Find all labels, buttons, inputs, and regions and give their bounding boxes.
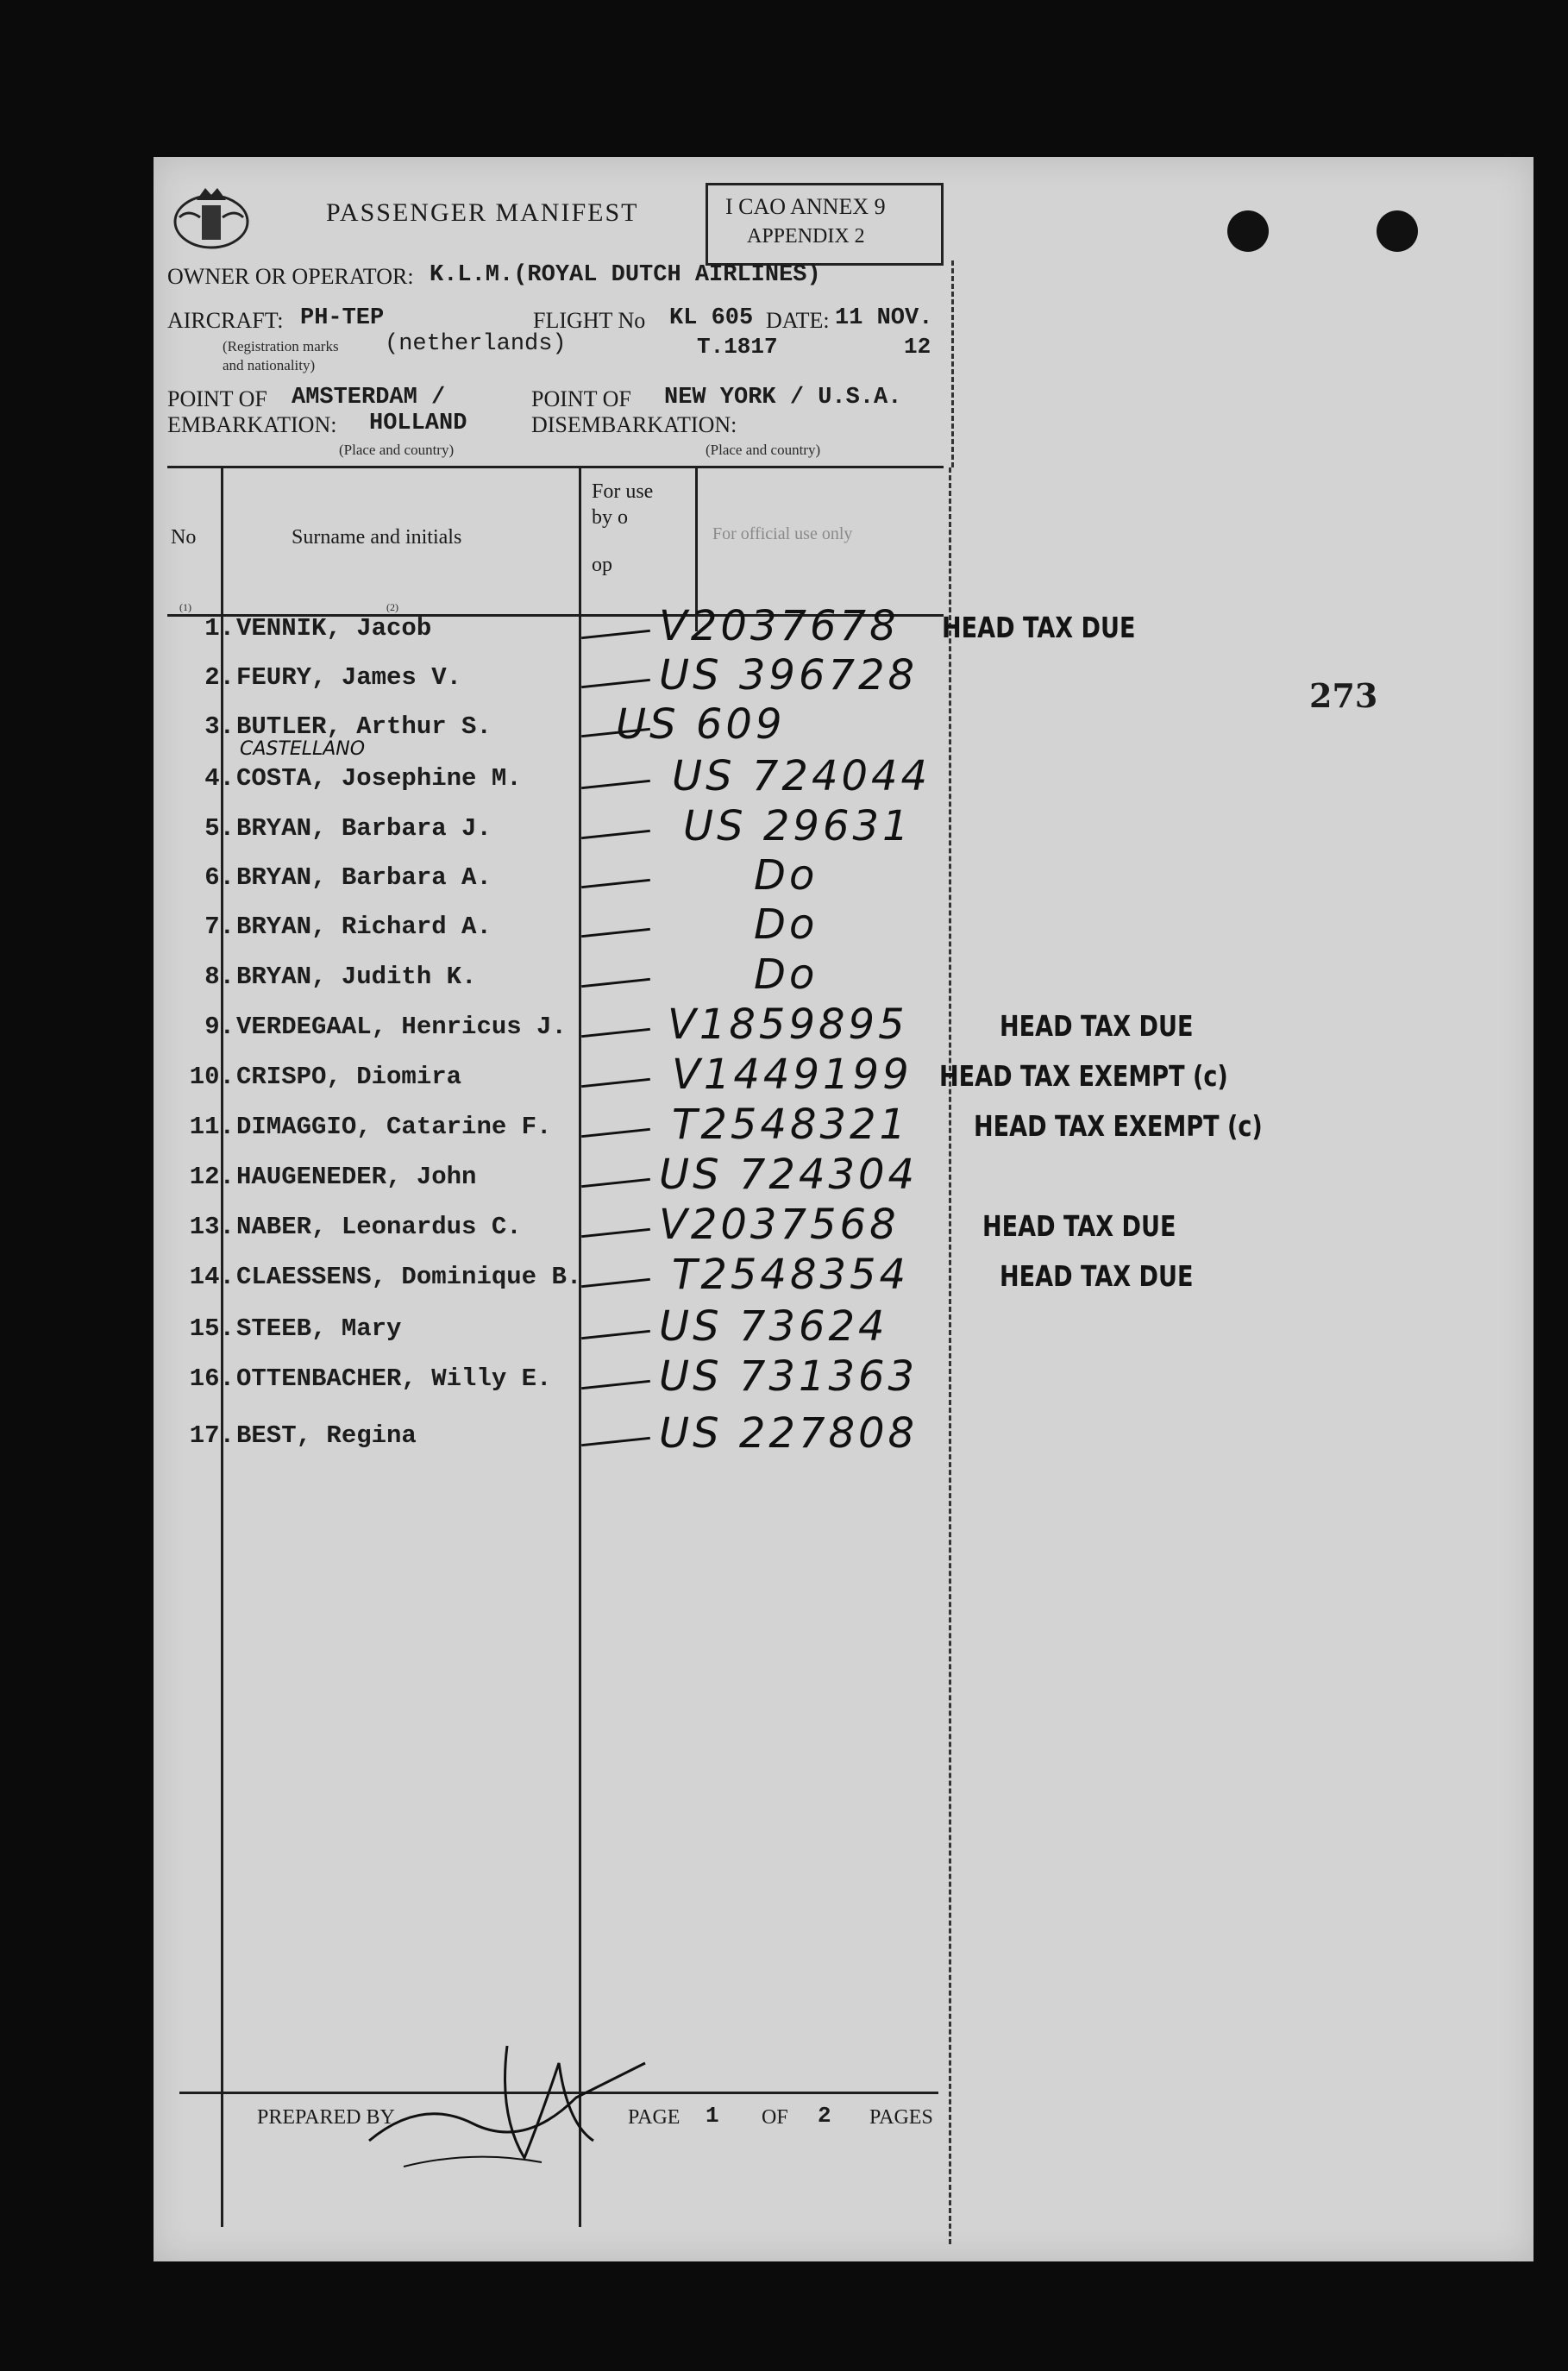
icao-annex-line2: APPENDIX 2 xyxy=(747,225,865,248)
passenger-number: 6. xyxy=(204,863,235,892)
passenger-name: BRYAN, Judith K. xyxy=(236,963,477,991)
passport-number: US 227808 xyxy=(659,1409,919,1458)
passenger-number: 4. xyxy=(204,764,235,793)
head-tax-stamp: HEAD TAX EXEMPT (c) xyxy=(974,1109,1263,1143)
head-tax-stamp: HEAD TAX DUE xyxy=(942,611,1136,644)
passenger-name: COSTA, Josephine M. xyxy=(236,764,522,793)
table-row xyxy=(167,1151,1461,1206)
passenger-number: 1. xyxy=(204,614,235,643)
disembark-note: (Place and country) xyxy=(706,442,821,458)
passenger-name: DIMAGGIO, Catarine F. xyxy=(236,1113,552,1141)
passport-number: US 731363 xyxy=(659,1352,919,1401)
handwritten-signature xyxy=(352,2011,680,2184)
passenger-name: STEEB, Mary xyxy=(236,1314,402,1343)
flight-value: KL 605 xyxy=(669,305,754,331)
head-tax-stamp: HEAD TAX DUE xyxy=(1000,1009,1194,1043)
table-row xyxy=(167,1101,1461,1156)
pages-label: PAGES xyxy=(869,2106,933,2129)
passenger-number: 17. xyxy=(189,1421,235,1450)
col-use-header-3: op xyxy=(592,554,612,576)
header-rule xyxy=(167,466,944,468)
passenger-name: BUTLER, Arthur S. xyxy=(236,712,492,741)
manifest-sheet xyxy=(154,157,1534,2261)
klm-crest-logo xyxy=(171,183,253,252)
check-mark xyxy=(581,1330,650,1339)
passenger-name: HAUGENEDER, John xyxy=(236,1163,477,1191)
check-mark xyxy=(581,1128,650,1138)
check-mark xyxy=(581,780,650,789)
punch-hole-right xyxy=(1377,210,1418,252)
head-tax-stamp: HEAD TAX DUE xyxy=(1000,1259,1194,1293)
check-mark xyxy=(581,630,650,639)
check-mark xyxy=(581,1278,650,1288)
head-tax-stamp: HEAD TAX DUE xyxy=(982,1209,1176,1243)
disembark-label-1: POINT OF xyxy=(531,386,631,411)
passport-number: Do xyxy=(754,950,818,999)
passenger-number: 12. xyxy=(189,1163,235,1191)
passport-number: US 29631 xyxy=(683,802,913,850)
table-row xyxy=(167,1201,1461,1256)
flight-label: FLIGHT No xyxy=(533,308,646,333)
passenger-name: BEST, Regina xyxy=(236,1421,417,1450)
check-mark xyxy=(581,1078,650,1088)
table-row xyxy=(167,651,1461,706)
passenger-number: 14. xyxy=(189,1263,235,1291)
passport-number: US 724304 xyxy=(659,1151,919,1199)
owner-label: OWNER OR OPERATOR: xyxy=(167,264,414,289)
embark-value-2: HOLLAND xyxy=(369,411,467,436)
disembark-label-2: DISEMBARKATION: xyxy=(531,412,737,437)
of-label: OF xyxy=(762,2106,788,2129)
passenger-number: 8. xyxy=(204,963,235,991)
aircraft-value: PH-TEP xyxy=(300,305,385,331)
table-row xyxy=(167,738,1461,807)
owner-value: K.L.M.(ROYAL DUTCH AIRLINES) xyxy=(430,262,821,288)
check-mark xyxy=(581,1228,650,1238)
passenger-number: 9. xyxy=(204,1013,235,1041)
check-mark xyxy=(581,679,650,688)
disembark-value: NEW YORK / U.S.A. xyxy=(664,385,902,411)
passenger-number: 10. xyxy=(189,1063,235,1091)
passenger-number: 3. xyxy=(204,712,235,741)
page-label: PAGE xyxy=(628,2106,681,2129)
passenger-name: FEURY, James V. xyxy=(236,663,462,692)
passenger-number: 15. xyxy=(189,1314,235,1343)
passenger-number: 16. xyxy=(189,1364,235,1393)
header-right-edge xyxy=(951,260,954,467)
check-mark xyxy=(581,1028,650,1038)
aircraft-note-1: (Registration marks xyxy=(223,338,339,354)
prepared-by-label: PREPARED BY xyxy=(257,2106,395,2129)
table-row xyxy=(167,900,1461,956)
table-row xyxy=(167,1352,1461,1408)
check-mark xyxy=(581,830,650,839)
passenger-name: VENNIK, Jacob xyxy=(236,614,432,643)
check-mark xyxy=(581,879,650,888)
page-number: 273 xyxy=(1309,676,1378,715)
passenger-name: NABER, Leonardus C. xyxy=(236,1213,522,1241)
passport-number: US 396728 xyxy=(659,651,919,699)
passport-number: Do xyxy=(754,851,818,900)
page-total: 2 xyxy=(818,2103,831,2129)
date-value: 11 NOV. xyxy=(835,305,933,331)
name-correction: CASTELLANO xyxy=(240,738,366,760)
table-row xyxy=(167,1000,1461,1056)
passport-number: V2037568 xyxy=(659,1201,900,1249)
head-tax-stamp: HEAD TAX EXEMPT (c) xyxy=(939,1059,1228,1093)
check-mark xyxy=(581,1178,650,1188)
aircraft-note-2: and nationality) xyxy=(223,357,316,373)
col-name-index: (2) xyxy=(386,601,398,613)
table-row xyxy=(167,1251,1461,1306)
page-no: 1 xyxy=(706,2103,719,2129)
passenger-number: 11. xyxy=(189,1113,235,1141)
col-use-header-1: For use xyxy=(592,480,654,503)
table-row xyxy=(167,1051,1461,1106)
col-no-header: No xyxy=(171,526,197,549)
table-row xyxy=(167,1302,1461,1358)
table-row xyxy=(167,1409,1461,1465)
check-mark xyxy=(581,1437,650,1446)
passport-number: Do xyxy=(754,900,818,949)
check-mark xyxy=(581,978,650,988)
passenger-number: 7. xyxy=(204,913,235,941)
passenger-number: 5. xyxy=(204,814,235,843)
passenger-number: 2. xyxy=(204,663,235,692)
passenger-number: 13. xyxy=(189,1213,235,1241)
col-official-header: For official use only xyxy=(712,524,853,543)
check-mark xyxy=(581,928,650,938)
passport-number: V2037678 xyxy=(659,602,900,650)
passenger-name: VERDEGAAL, Henricus J. xyxy=(236,1013,567,1041)
embark-note: (Place and country) xyxy=(339,442,455,458)
passport-number: US 73624 xyxy=(659,1302,888,1351)
aircraft-label: AIRCRAFT: xyxy=(167,308,284,333)
icao-annex-line1: I CAO ANNEX 9 xyxy=(725,194,886,219)
col-name-header: Surname and initials xyxy=(292,526,462,549)
passenger-name: BRYAN, Barbara A. xyxy=(236,863,492,892)
passport-number: V1449199 xyxy=(672,1051,913,1099)
embark-value-1: AMSTERDAM / xyxy=(292,385,446,411)
passport-number: T2548354 xyxy=(672,1251,910,1299)
passport-number: V1859895 xyxy=(668,1000,908,1049)
aircraft-nationality: (netherlands) xyxy=(385,331,567,357)
passenger-name: CRISPO, Diomira xyxy=(236,1063,462,1091)
passenger-name: BRYAN, Richard A. xyxy=(236,913,492,941)
punch-hole-left xyxy=(1227,210,1269,252)
manifest-title: PASSENGER MANIFEST xyxy=(326,198,639,227)
col-use-header-2: by o xyxy=(592,506,628,529)
passport-number: T2548321 xyxy=(672,1101,910,1149)
passport-number: US 724044 xyxy=(672,752,931,800)
date-sub: 12 xyxy=(904,334,931,360)
passenger-name: OTTENBACHER, Willy E. xyxy=(236,1364,552,1393)
embark-label-1: POINT OF xyxy=(167,386,267,411)
icao-annex-box xyxy=(706,183,944,266)
col-no-index: (1) xyxy=(179,601,191,613)
flight-sub: T.1817 xyxy=(697,334,778,360)
embark-label-2: EMBARKATION: xyxy=(167,412,337,437)
passport-number: US 609 xyxy=(616,700,786,749)
date-label: DATE: xyxy=(766,308,830,333)
check-mark xyxy=(581,1380,650,1389)
passenger-name: CLAESSENS, Dominique B. xyxy=(236,1263,582,1291)
passenger-name: BRYAN, Barbara J. xyxy=(236,814,492,843)
table-row xyxy=(167,950,1461,1006)
